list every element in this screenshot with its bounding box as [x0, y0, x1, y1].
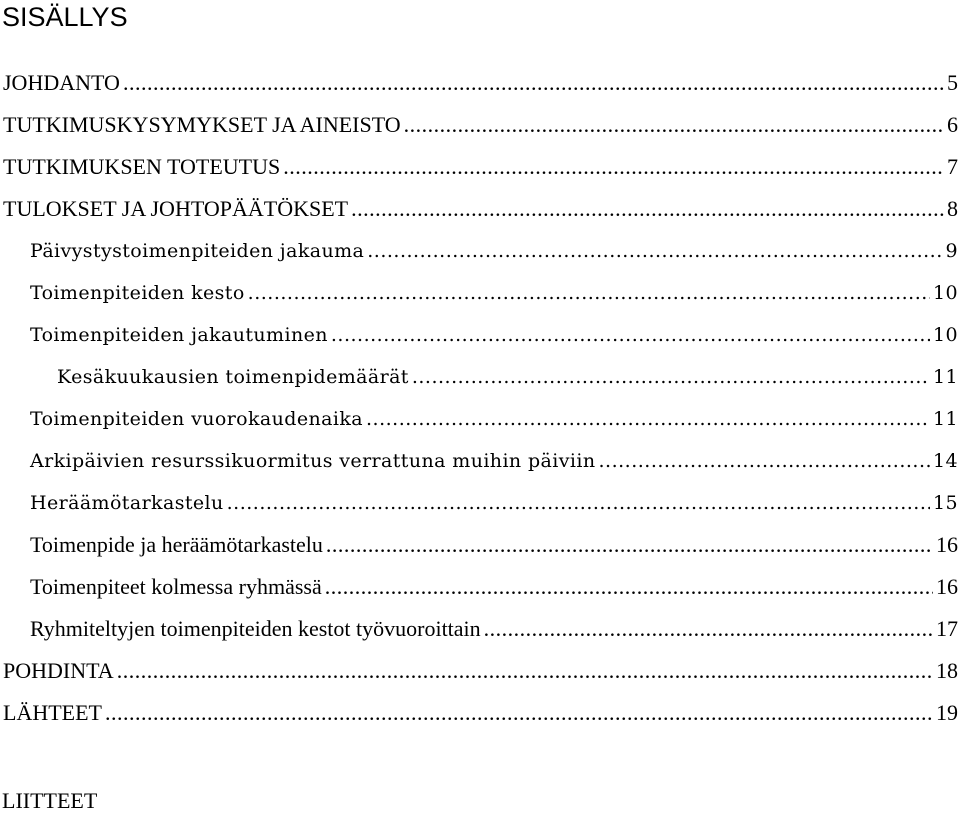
toc-entry-label: Ryhmiteltyjen toimenpiteiden kestot työvuoroittain [30, 609, 481, 649]
toc-entry [0, 399, 960, 441]
dot-leader [367, 231, 942, 271]
toc-entry-label: TUTKIMUSKYSYMYKSET JA AINEISTO [3, 105, 401, 145]
toc-entry-page: 16 [936, 525, 960, 565]
toc-entry [0, 357, 960, 399]
dot-leader [123, 63, 944, 103]
toc-entry-label: Toimenpide ja heräämötarkastelu [30, 525, 323, 565]
toc-entry-label: Heräämötarkastelu [30, 483, 224, 523]
toc-entry-label: TULOKSET JA JOHTOPÄÄTÖKSET [3, 189, 348, 229]
dot-leader [331, 315, 930, 355]
toc-entry [0, 441, 960, 483]
toc-entry-page: 9 [946, 231, 960, 271]
dot-leader [105, 693, 933, 733]
dot-leader [366, 399, 930, 439]
toc-entry [0, 273, 960, 315]
toc-entry-label: Kesäkuukausien toimenpidemäärät [57, 357, 409, 397]
toc-entry-label: Toimenpiteiden kesto [30, 273, 245, 313]
toc-entry [0, 693, 960, 735]
toc-entry [0, 525, 960, 567]
toc-entry-page: 10 [933, 273, 960, 313]
toc-entry-label: JOHDANTO [3, 63, 120, 103]
toc-entry-label: Toimenpiteet kolmessa ryhmässä [30, 567, 322, 607]
toc-entry-page: 8 [947, 189, 960, 229]
page-title: SISÄLLYS [2, 0, 128, 34]
dot-leader [248, 273, 930, 313]
toc-entry-page: 19 [936, 693, 960, 733]
toc-entry [0, 147, 960, 189]
toc-entry [0, 105, 960, 147]
table-of-contents [0, 63, 960, 735]
toc-entry-page: 16 [936, 567, 960, 607]
toc-entry-label: POHDINTA [3, 651, 114, 691]
toc-entry [0, 231, 960, 273]
toc-entry-label: Arkipäivien resurssikuormitus verrattuna muihin päiviin [30, 441, 596, 481]
toc-entry-label: Päivystystoimenpiteiden jakauma [30, 231, 364, 271]
dot-leader [599, 441, 931, 481]
toc-entry-page: 15 [933, 483, 960, 523]
appendix-heading: LIITTEET [2, 788, 97, 814]
toc-entry-page: 17 [936, 609, 960, 649]
toc-entry-label: Toimenpiteiden jakautuminen [30, 315, 328, 355]
dot-leader [117, 651, 933, 691]
dot-leader [404, 105, 944, 145]
dot-leader [325, 567, 933, 607]
dot-leader [351, 189, 944, 229]
toc-entry-page: 14 [933, 441, 960, 481]
toc-entry [0, 609, 960, 651]
toc-entry-label: Toimenpiteiden vuorokaudenaika [30, 399, 363, 439]
toc-entry-page: 11 [933, 357, 960, 397]
toc-entry-label: TUTKIMUKSEN TOTEUTUS [3, 147, 280, 187]
toc-entry [0, 63, 960, 105]
dot-leader [326, 525, 933, 565]
toc-entry [0, 483, 960, 525]
toc-entry-label: LÄHTEET [3, 693, 102, 733]
toc-entry [0, 189, 960, 231]
toc-entry-page: 5 [947, 63, 960, 103]
toc-entry [0, 567, 960, 609]
toc-entry [0, 651, 960, 693]
dot-leader [227, 483, 930, 523]
toc-entry-page: 7 [947, 147, 960, 187]
toc-entry-page: 18 [936, 651, 960, 691]
toc-entry [0, 315, 960, 357]
dot-leader [412, 357, 930, 397]
dot-leader [283, 147, 944, 187]
toc-entry-page: 11 [933, 399, 960, 439]
toc-entry-page: 10 [933, 315, 960, 355]
dot-leader [484, 609, 933, 649]
toc-entry-page: 6 [947, 105, 960, 145]
